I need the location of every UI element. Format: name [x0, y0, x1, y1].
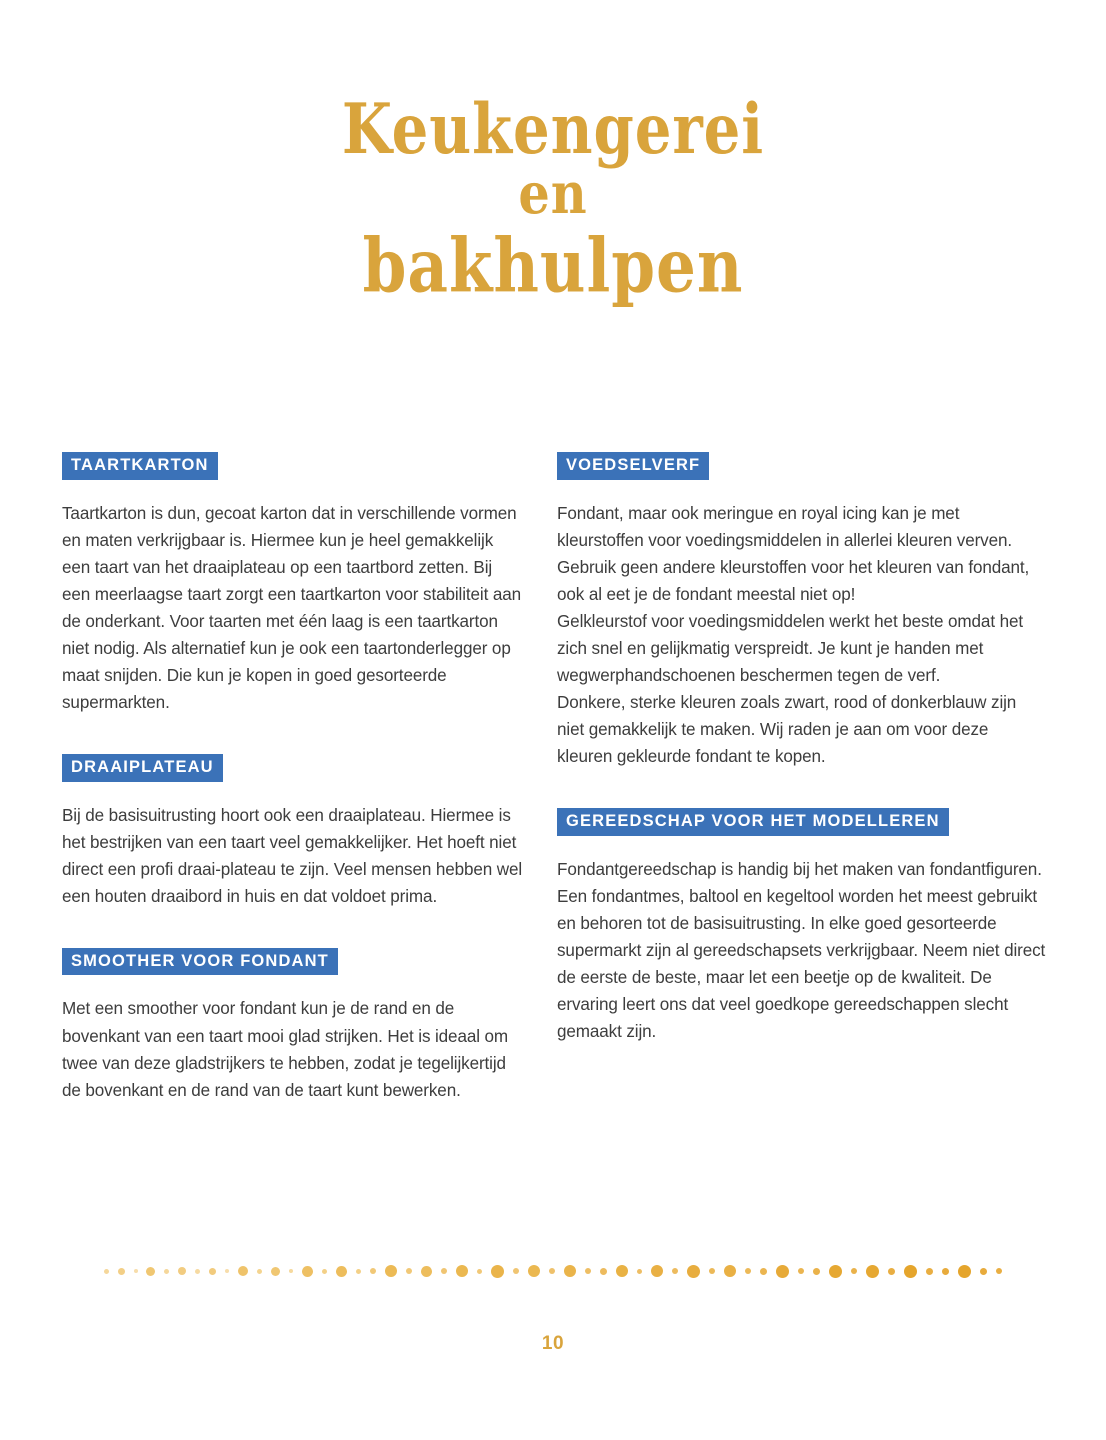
- paragraph: Fondant, maar ook meringue en royal icing kan je met kleurstoffen voor voedingsmiddelen in allerlei kleuren verven. Gebruik geen andere kleurstoffen voor het kleuren van fondant, ook al eet je de fondant meestal niet op!: [557, 503, 1030, 604]
- ornament-dot: [958, 1265, 971, 1278]
- page-title-line-2: en: [518, 160, 588, 228]
- page-title-line-1: Keukengerei: [341, 88, 765, 170]
- paragraph: Donkere, sterke kleuren zoals zwart, rood of donkerblauw zijn niet gemakkelijk te maken. Wij raden je aan om voor deze kleuren gekleurde fondant te kopen.: [557, 693, 1017, 767]
- section-heading-smoother-voor-fondant: SMOOTHER VOOR FONDANT: [62, 948, 338, 976]
- section-voedselverf: [557, 452, 1046, 770]
- section-body-draaiplateau: [62, 802, 524, 910]
- section-draaiplateau: [62, 754, 524, 910]
- paragraph: Taartkarton is dun, gecoat karton dat in verschillende vormen en maten verkrijgbaar is. Hiermee kun je heel gemakkelijk een taart van het draaiplateau op een taartbord zetten. Bij een meerlaagse taart zorgt een taartkarton voor stabiliteit aan de onderkant. Voor taarten met één laag is een taartkarton niet nodig. Als alternatief kun je ook een taartonderlegger op maat snijden. Die kun je kopen in goed gesorteerde supermarkten.: [62, 503, 521, 713]
- ornament-dot: [146, 1267, 155, 1276]
- ornament-dot: [528, 1265, 540, 1277]
- ornament-dot: [302, 1266, 313, 1277]
- section-gereedschap-voor-het-modelleren: [557, 808, 1046, 1045]
- ornament-dot: [195, 1269, 200, 1274]
- ornament-dot: [760, 1268, 767, 1275]
- dot-ornament-divider: [0, 1258, 1106, 1284]
- ornament-dot: [637, 1269, 642, 1274]
- ornament-dot: [456, 1265, 468, 1277]
- section-body-voedselverf: [557, 500, 1046, 771]
- section-taartkarton: [62, 452, 524, 716]
- ornament-dot: [996, 1268, 1002, 1274]
- ornament-dot: [406, 1268, 412, 1274]
- ornament-dot: [441, 1268, 447, 1274]
- ornament-dot: [600, 1268, 607, 1275]
- ornament-dot: [134, 1269, 138, 1273]
- ornament-dot: [385, 1265, 397, 1277]
- section-heading-draaiplateau: DRAAIPLATEAU: [62, 754, 223, 782]
- ornament-dot: [776, 1265, 789, 1278]
- ornament-dot: [585, 1268, 591, 1274]
- ornament-dot: [164, 1269, 169, 1274]
- ornament-dot: [942, 1268, 949, 1275]
- section-body-gereedschap-voor-het-modelleren: [557, 856, 1046, 1046]
- column-right: [557, 452, 1046, 1104]
- ornament-dot: [926, 1268, 933, 1275]
- ornament-dot: [745, 1268, 751, 1274]
- ornament-dot: [980, 1268, 987, 1275]
- ornament-dot: [888, 1268, 895, 1275]
- ornament-dot: [336, 1266, 347, 1277]
- ornament-dot: [322, 1269, 327, 1274]
- ornament-dot: [491, 1265, 504, 1278]
- ornament-dot: [651, 1265, 663, 1277]
- section-heading-voedselverf: VOEDSELVERF: [557, 452, 709, 480]
- section-heading-taartkarton: TAARTKARTON: [62, 452, 218, 480]
- ornament-dot: [851, 1268, 857, 1274]
- ornament-dot: [813, 1268, 820, 1275]
- ornament-dot: [209, 1268, 216, 1275]
- ornament-dot: [829, 1265, 842, 1278]
- ornament-dot: [104, 1269, 109, 1274]
- ornament-dot: [564, 1265, 576, 1277]
- section-smoother-voor-fondant: [62, 948, 524, 1104]
- ornament-dot: [225, 1269, 229, 1273]
- page-title-line-3: bakhulpen: [362, 221, 744, 310]
- section-body-taartkarton: [62, 500, 524, 717]
- ornament-dot: [709, 1268, 715, 1274]
- page-number: 10: [541, 1333, 565, 1354]
- ornament-dot: [257, 1269, 262, 1274]
- ornament-dot: [356, 1269, 361, 1274]
- content-columns: [62, 452, 1046, 1104]
- ornament-dot: [724, 1265, 736, 1277]
- ornament-dot: [421, 1266, 432, 1277]
- ornament-dot: [798, 1268, 804, 1274]
- ornament-dot: [687, 1265, 700, 1278]
- page-title: [0, 88, 1106, 310]
- ornament-dot: [178, 1267, 186, 1275]
- paragraph: Gelkleurstof voor voedingsmiddelen werkt het beste omdat het zich snel en gelijkmatig verspreidt. Je kunt je handen met wegwerphandschoenen beschermen tegen de verf.: [557, 611, 1023, 685]
- ornament-dot: [904, 1265, 917, 1278]
- ornament-dot: [866, 1265, 879, 1278]
- ornament-dot: [271, 1267, 280, 1276]
- ornament-dot: [118, 1268, 125, 1275]
- ornament-dot: [289, 1269, 293, 1273]
- paragraph: Bij de basisuitrusting hoort ook een draaiplateau. Hiermee is het bestrijken van een taart veel gemakkelijker. Het hoeft niet direct een profi draai-plateau te zijn. Veel mensen hebben wel een houten draaibord in huis en dat voldoet prima.: [62, 805, 523, 906]
- ornament-dot: [513, 1268, 519, 1274]
- section-heading-gereedschap-voor-het-modelleren: GEREEDSCHAP VOOR HET MODELLEREN: [557, 808, 949, 836]
- paragraph: Fondantgereedschap is handig bij het maken van fondantfiguren. Een fondantmes, baltool en kegeltool worden het meest gebruikt en behoren tot de basisuitrusting. In elke goed gesorteerde supermarkt zijn al gereedschapsets verkrijgbaar. Neem niet direct de eerste de beste, maar let een beetje op de kwaliteit. De ervaring leert ons dat veel goedkope gereedschappen slecht gemaakt zijn.: [557, 859, 1046, 1042]
- ornament-dot: [549, 1268, 555, 1274]
- ornament-dot: [238, 1266, 248, 1276]
- section-body-smoother-voor-fondant: [62, 995, 524, 1103]
- ornament-dot: [370, 1268, 376, 1274]
- ornament-dot: [477, 1269, 482, 1274]
- paragraph: Met een smoother voor fondant kun je de rand en de bovenkant van een taart mooi glad strijken. Het is ideaal om twee van deze gladstrijkers te hebben, zodat je tegelijkertijd de bovenkant en de rand van de taart kunt bewerken.: [62, 999, 509, 1100]
- ornament-dot: [616, 1265, 628, 1277]
- column-left: [62, 452, 524, 1104]
- ornament-dot: [672, 1268, 678, 1274]
